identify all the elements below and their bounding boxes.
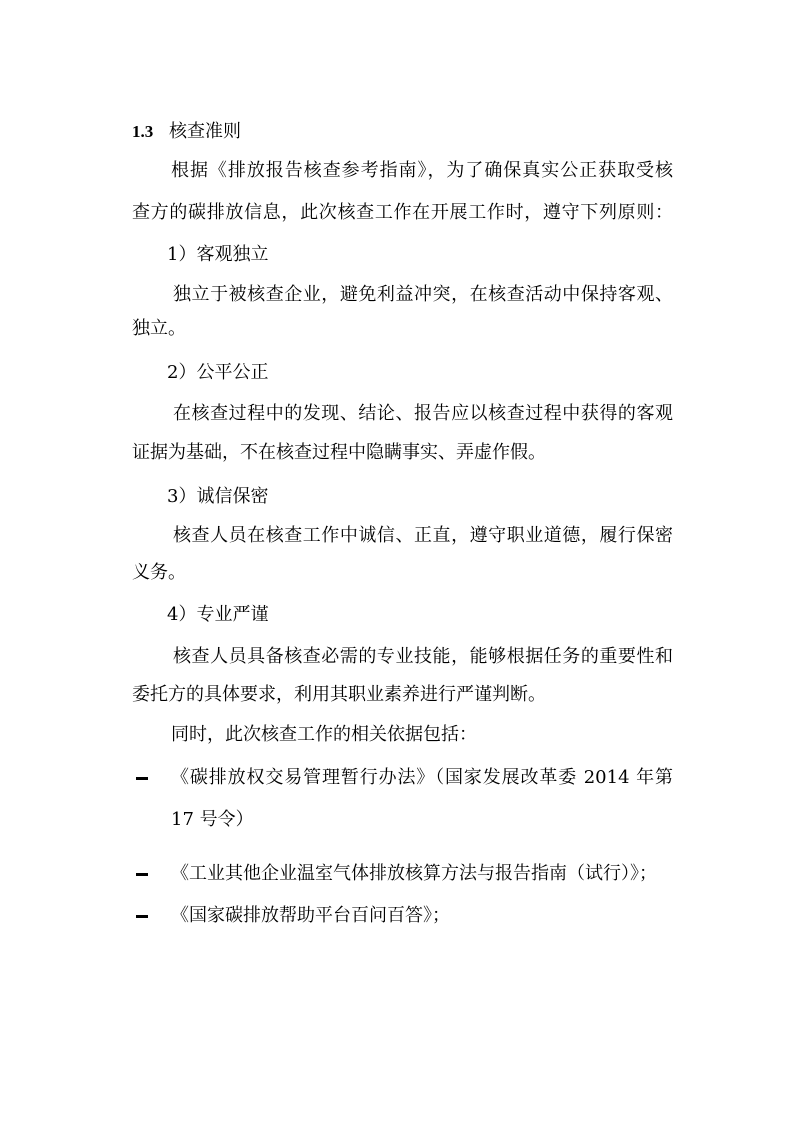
principle-text-4-line-1: 核查人员具备核查必需的专业技能，能够根据任务的重要性和 <box>173 646 673 667</box>
principle-heading-1: 1）客观独立 <box>167 244 269 265</box>
basis-item-2-line-1: 《工业其他企业温室气体排放核算方法与报告指南（试行）》； <box>171 863 657 884</box>
principle-text-1-line-2: 独立。 <box>132 318 186 339</box>
bullet-dash-3 <box>136 915 148 918</box>
basis-item-1-line-1: 《碳排放权交易管理暂行办法》（国家发展改革委 2014 年第 <box>171 767 673 788</box>
section-number: 1.3 <box>132 122 154 141</box>
bullet-dash-1 <box>136 777 148 780</box>
principle-heading-2: 2）公平公正 <box>167 362 269 383</box>
principle-text-2-line-1: 在核查过程中的发现、结论、报告应以核查过程中获得的客观 <box>173 403 673 424</box>
principle-heading-4: 4）专业严谨 <box>167 604 269 625</box>
basis-item-3-line-1: 《国家碳排放帮助平台百问百答》； <box>171 905 450 926</box>
principle-text-4-line-2: 委托方的具体要求，利用其职业素养进行严谨判断。 <box>132 684 546 705</box>
principle-text-3-line-2: 义务。 <box>132 562 186 583</box>
section-title: 核查准则 <box>169 121 241 142</box>
principle-heading-3: 3）诚信保密 <box>167 486 269 507</box>
basis-item-1-line-2: 17 号令） <box>171 809 254 830</box>
basis-intro: 同时，此次核查工作的相关依据包括： <box>171 724 477 745</box>
principle-text-2-line-2: 证据为基础，不在核查过程中隐瞒事实、弄虚作假。 <box>132 442 546 463</box>
principle-text-1-line-1: 独立于被核查企业，避免利益冲突，在核查活动中保持客观、 <box>173 284 673 305</box>
bullet-dash-2 <box>136 873 148 876</box>
intro-line-1: 根据《排放报告核查参考指南》，为了确保真实公正获取受核 <box>171 160 673 181</box>
principle-text-3-line-1: 核查人员在核查工作中诚信、正直，遵守职业道德，履行保密 <box>173 525 673 546</box>
intro-line-2: 查方的碳排放信息，此次核查工作在开展工作时，遵守下列原则： <box>132 202 673 223</box>
